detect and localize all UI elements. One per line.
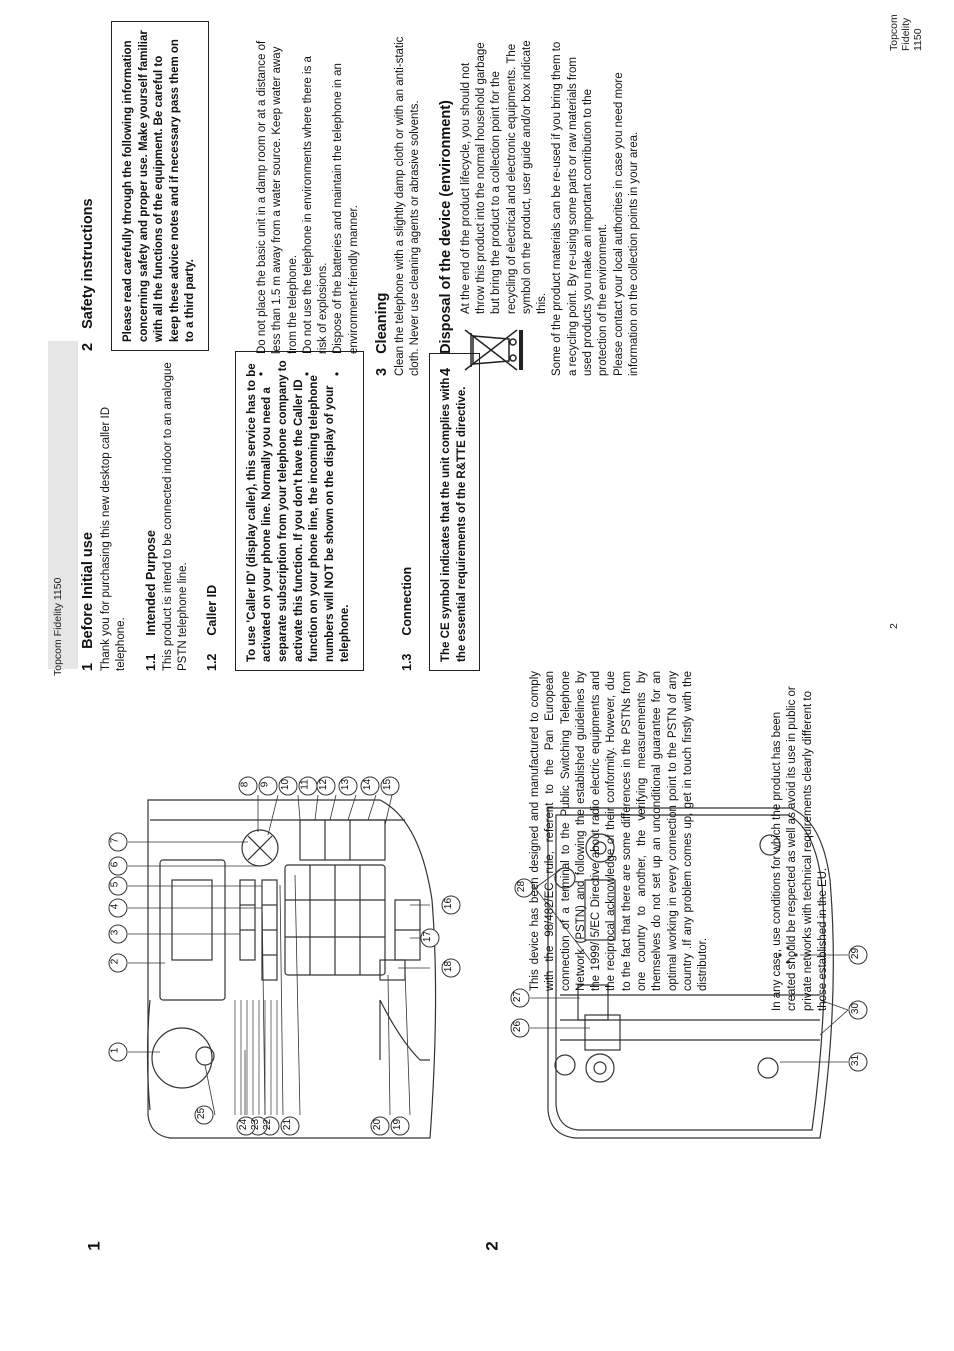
section-1-2-heading: 1.2 Caller ID: [205, 584, 220, 671]
section-1-heading: 1 Before Initial use: [80, 532, 96, 671]
callout-12: 12: [318, 778, 330, 791]
section-3-heading: 3 Cleaning: [374, 292, 391, 376]
weee-crossed-bin-icon: [459, 324, 523, 376]
callout-30: 30: [850, 1002, 862, 1015]
callout-22: 22: [262, 1118, 274, 1131]
page-number: 2: [888, 623, 900, 629]
callout-28: 28: [516, 880, 528, 893]
callout-11: 11: [299, 779, 311, 790]
callout-25: 25: [196, 1107, 208, 1120]
callout-1: 1: [109, 1047, 121, 1054]
caller-id-notice-box: To use 'Caller ID' (display caller), this service has to be activated on your phone line. Normally you need a separate subscription from your telephone company to activate this function. If you don't have the Caller ID function on your phone line, the incoming telephone numbers will NOT be shown on the display of your telephone.: [235, 351, 364, 671]
callout-26: 26: [512, 1020, 524, 1033]
figure-2-label: 2: [482, 1241, 502, 1251]
callout-3: 3: [109, 929, 121, 936]
callout-9: 9: [259, 781, 271, 788]
column-2: [400, 351, 480, 671]
running-title-left: Topcom Fidelity 1150: [52, 577, 64, 676]
safety-notice-box: Please read carefully through the following information concerning safety and proper use. Make yourself familiar with all the functions of the equipment. Be careful to keep these advice notes and if necessary pass them on to a third party.: [111, 21, 209, 351]
callout-16: 16: [443, 897, 455, 910]
column-3: [528, 671, 712, 991]
section-1-body: Thank you for purchasing this new desktop caller ID telephone.: [100, 407, 128, 671]
callout-29: 29: [850, 947, 862, 960]
callout-18: 18: [443, 960, 455, 973]
section-3-body: Clean the telephone with a slightly damp cloth or with an anti-static cloth. Never use cleaning agents or abrasive solvents.: [394, 36, 422, 376]
section-2-heading: 2 Safety instructions: [80, 198, 96, 351]
figure-1-label: 1: [84, 1241, 104, 1251]
section-4-heading: 4 Disposal of the device (environment): [437, 100, 454, 376]
callout-23: 23: [250, 1118, 262, 1131]
callout-10: 10: [280, 778, 292, 791]
callout-2: 2: [109, 958, 121, 965]
callout-20: 20: [372, 1118, 384, 1131]
section-4-body-3: Please contact your local authorities in case you need more information on the collection points in your area.: [612, 72, 640, 376]
callout-15: 15: [382, 778, 394, 791]
callout-31: 31: [850, 1054, 862, 1067]
column-4: [80, 21, 209, 351]
column-1: [80, 351, 364, 671]
safety-bullets: [255, 36, 362, 376]
section-4-body-2: Some of the product materials can be re-used if you bring them to a recycling point. By re-using some parts or raw materials from used products you make an important contribution to the protection of the environment.: [551, 41, 610, 376]
section-4-body-1: At the end of the product lifecycle, you should not throw this product into the normal household garbage but bring the product to a collection point for the recycling of electrical and electronic equipments. The symbol on the product, user guide and/or box indicate this.: [459, 40, 549, 314]
callout-27: 27: [512, 990, 524, 1003]
section-1-3-heading: 1.3 Connection: [400, 566, 414, 671]
callout-17: 17: [422, 930, 434, 943]
column-5: [255, 36, 642, 376]
safety-bullet: • Do not place the basic unit in a damp room or at a distance of less than 1.5 m away from a water source. Keep water away from the telephone.: [255, 36, 301, 376]
section-1-3-body-1: This device has been designed and manufactured to comply with the 98/482/EC rule, referent to the Pan European connection of a terminal to the Public Switching Telephone Network (PSTN) and following the established guidelines by the 1999/ 5/EC Directive about radio electric equipments and the reciprocal acknowledge of their conformity. However, due to the fact that there are some differences in the PSTNs from one country to another, the verifying measurements by themselves do not set up an unconditional guarantee for an optimal working in every connection point to the PSTN of any country .If any problem comes up, get in touch firstly with the distributor.: [529, 671, 710, 991]
section-1-1-body: This product is intend to be connected indoor to an analogue PSTN telephone line.: [161, 362, 190, 671]
column-3b: [770, 671, 831, 1011]
callout-24: 24: [238, 1118, 250, 1131]
callout-5: 5: [109, 881, 121, 888]
callout-14: 14: [362, 778, 374, 791]
callout-4: 4: [109, 903, 121, 910]
callout-7: 7: [109, 837, 121, 844]
callout-13: 13: [340, 778, 352, 791]
section-1-1-heading: 1.1 Intended Purpose: [143, 530, 158, 671]
ce-notice-box: The CE symbol indicates that the unit complies with the essential requirements of the R&TTE directive.: [429, 353, 480, 671]
callout-8: 8: [239, 781, 251, 788]
section-1-3-body-2: In any case, use conditions for which the product has been created should be respected as well as avoid its use in public or private networks with technical requirements clearly different to those established in the EU.: [771, 686, 829, 1011]
callout-6: 6: [109, 861, 121, 868]
safety-bullet: • Do not use the telephone in environments where there is a risk of explosions.: [301, 36, 332, 376]
running-title-right: Topcom Fidelity 1150: [888, 14, 924, 51]
callout-19: 19: [392, 1118, 404, 1131]
callout-21: 21: [282, 1118, 294, 1131]
safety-bullet: • Dispose of the batteries and maintain the telephone in an environment-friendly manner.: [331, 36, 362, 376]
